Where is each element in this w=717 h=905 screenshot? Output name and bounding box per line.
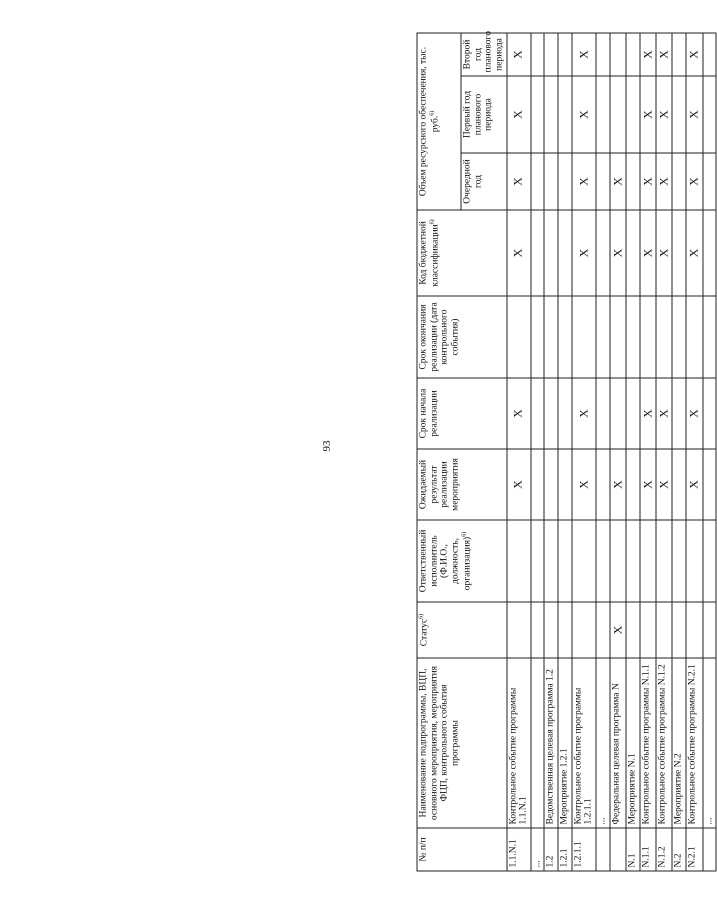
cell-number: ... [531,828,545,871]
cell-name: ... [596,658,610,828]
cell-executor [656,520,672,602]
cell-executor [640,520,656,602]
header-executor-text: Ответственный исполнитель (Ф.И.О., должность, организация) [418,529,473,593]
cell-year-second-plan [596,33,610,76]
cell-number [596,828,610,871]
cell-name: Федеральная целевая программа N [610,658,626,828]
cell-code [544,210,558,296]
cell-start [544,378,558,449]
cell-year-current: X [572,153,596,210]
header-result: Ожидаемый результат реализации мероприятия [417,449,507,520]
cell-number: N.1.2 [656,828,672,871]
cell-name: Ведомственная целевая программа 1.2 [544,658,558,828]
cell-year-current: X [656,153,672,210]
cell-end [656,296,672,378]
cell-end [558,296,572,378]
cell-year-first-plan: X [656,76,672,153]
cell-year-first-plan: X [507,76,531,153]
cell-result [626,449,640,520]
cell-status [686,602,702,658]
cell-year-current: X [640,153,656,210]
cell-year-first-plan: X [572,76,596,153]
cell-start [610,378,626,449]
cell-code: X [656,210,672,296]
cell-end [507,296,531,378]
table-row [572,33,596,871]
footnote-ref: 6) [429,219,436,225]
cell-year-first-plan [610,76,626,153]
cell-status: X [610,602,626,658]
table-row [672,33,686,871]
cell-code: X [572,210,596,296]
cell-name: Мероприятие N.2 [672,658,686,828]
cell-executor [558,520,572,602]
cell-start [531,378,545,449]
cell-code [596,210,610,296]
cell-executor [703,520,717,602]
rotated-table-container [417,31,714,872]
cell-status [640,602,656,658]
cell-year-second-plan [703,33,717,76]
cell-code [531,210,545,296]
cell-start [672,378,686,449]
cell-year-second-plan: X [572,33,596,76]
header-name: Наименование подпрограммы, ВЦП, основного мероприятия, мероприятия ФЦП, контрольного события программы [417,658,507,828]
cell-number: N.2 [672,828,686,871]
cell-year-current [672,153,686,210]
cell-status [596,602,610,658]
cell-year-current: X [610,153,626,210]
cell-result: X [507,449,531,520]
header-year-current: Очередной год [461,153,507,210]
cell-number [703,828,717,871]
cell-code [703,210,717,296]
header-year-second-plan: Второй год планового периода [461,33,507,76]
cell-year-first-plan [626,76,640,153]
cell-start [558,378,572,449]
cell-number: N.1 [626,828,640,871]
cell-number: 1.2 [544,828,558,871]
cell-end [596,296,610,378]
cell-code [672,210,686,296]
cell-end [703,296,717,378]
cell-end [686,296,702,378]
cell-end [672,296,686,378]
header-end: Срок окончания реализации (дата контрольного события) [417,296,507,378]
table-row [531,33,545,871]
header-num: № п/п [417,828,507,871]
cell-name: ... [703,658,717,828]
cell-year-second-plan: X [640,33,656,76]
cell-year-first-plan [558,76,572,153]
cell-result [531,449,545,520]
table-row [610,33,626,871]
cell-status [703,602,717,658]
cell-status [656,602,672,658]
cell-year-current [531,153,545,210]
cell-year-second-plan: X [507,33,531,76]
cell-start: X [572,378,596,449]
cell-year-first-plan [531,76,545,153]
cell-executor [544,520,558,602]
footnote-ref: 6) [461,531,467,537]
cell-year-current: X [686,153,702,210]
cell-year-second-plan [672,33,686,76]
cell-status [672,602,686,658]
cell-status [531,602,545,658]
cell-end [610,296,626,378]
cell-name: Контрольное событие программы N.1.1 [640,658,656,828]
table-row [686,33,702,871]
cell-year-current [596,153,610,210]
table-row [596,33,610,871]
cell-year-first-plan [544,76,558,153]
plan-table [417,33,717,872]
cell-year-first-plan: X [686,76,702,153]
header-code [417,210,507,296]
cell-end [572,296,596,378]
cell-executor [507,520,531,602]
cell-end [544,296,558,378]
cell-status [558,602,572,658]
cell-year-second-plan [610,33,626,76]
cell-end [531,296,545,378]
cell-number: N.1.1 [640,828,656,871]
cell-number [610,828,626,871]
cell-status [507,602,531,658]
cell-year-second-plan: X [686,33,702,76]
header-row-1 [417,33,461,871]
cell-start: X [640,378,656,449]
cell-number: 1.2.1 [558,828,572,871]
table-row [640,33,656,871]
table-row [558,33,572,871]
cell-executor [672,520,686,602]
cell-year-second-plan [531,33,545,76]
header-start: Срок начала реализации [417,378,507,449]
cell-result: X [610,449,626,520]
cell-year-current: X [507,153,531,210]
header-funding [417,33,461,210]
cell-year-first-plan [672,76,686,153]
cell-status [572,602,596,658]
cell-name: Контрольное событие программы 1.1.N.1 [507,658,531,828]
cell-result [596,449,610,520]
cell-year-second-plan [626,33,640,76]
footnote-ref: 6) [418,613,425,619]
cell-code [626,210,640,296]
cell-executor [572,520,596,602]
header-funding-text: Объем ресурсного обеспечения, тыс. руб. [418,46,441,197]
cell-code: X [507,210,531,296]
cell-year-first-plan [703,76,717,153]
cell-start [703,378,717,449]
header-executor [417,520,507,602]
cell-year-current [626,153,640,210]
cell-result: X [640,449,656,520]
cell-end [626,296,640,378]
page-number: 93 [321,440,333,452]
cell-year-first-plan: X [640,76,656,153]
cell-start: X [686,378,702,449]
cell-start: X [656,378,672,449]
table-row [656,33,672,871]
cell-result [703,449,717,520]
cell-year-second-plan [558,33,572,76]
cell-name: Контрольное событие программы N.1.2 [656,658,672,828]
cell-name: Контрольное событие программы 1.2.1.1 [572,658,596,828]
cell-result [544,449,558,520]
cell-code: X [610,210,626,296]
cell-status [626,602,640,658]
cell-year-first-plan [596,76,610,153]
cell-year-second-plan: X [656,33,672,76]
cell-result [558,449,572,520]
cell-executor [531,520,545,602]
cell-end [640,296,656,378]
header-year-first-plan: Первый год планового периода [461,76,507,153]
header-status [417,602,507,658]
table-row [703,33,717,871]
cell-code [558,210,572,296]
cell-status [544,602,558,658]
table-row [544,33,558,871]
cell-code: X [686,210,702,296]
cell-year-current [544,153,558,210]
cell-start [626,378,640,449]
cell-result [672,449,686,520]
cell-result: X [686,449,702,520]
cell-number: 1.1.N.1 [507,828,531,871]
cell-name: Мероприятие 1.2.1 [558,658,572,828]
cell-name: Контрольное событие программы N.2.1 [686,658,702,828]
table-body [507,33,717,871]
header-code-text: Код бюджетной классификации [418,221,441,287]
cell-executor [596,520,610,602]
cell-code: X [640,210,656,296]
cell-name: Мероприятие N.1 [626,658,640,828]
cell-executor [686,520,702,602]
cell-executor [626,520,640,602]
cell-year-current [558,153,572,210]
header-status-text: Статус [419,618,430,647]
table-row [507,33,531,871]
cell-name [531,658,545,828]
cell-start [596,378,610,449]
cell-year-current [703,153,717,210]
cell-number: 1.2.1.1 [572,828,596,871]
cell-executor [610,520,626,602]
cell-result: X [656,449,672,520]
cell-number: N.2.1 [686,828,702,871]
cell-start: X [507,378,531,449]
cell-year-second-plan [544,33,558,76]
table-row [626,33,640,871]
footnote-ref: 6) [429,110,436,116]
cell-result: X [572,449,596,520]
